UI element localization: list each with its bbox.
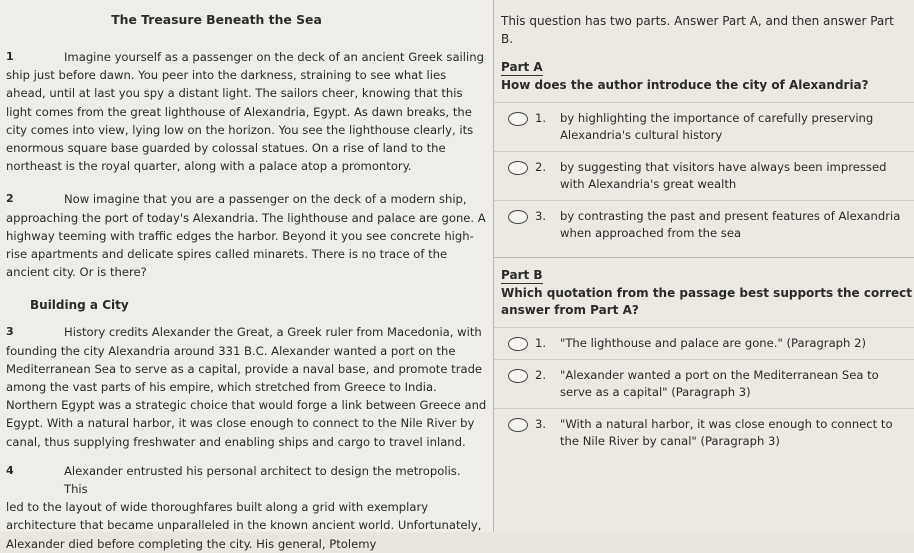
option-text: "The lighthouse and palace are gone." (Paragraph 2)	[560, 336, 866, 350]
option-number: 1.	[535, 111, 547, 125]
radio-button-icon[interactable]	[508, 418, 528, 432]
option-number: 2.	[535, 368, 547, 382]
section-heading: Building a City	[30, 298, 129, 313]
option-text: "Alexander wanted a port on the Mediterranean Sea to serve as a capital" (Paragraph 3)	[560, 368, 879, 399]
option-text: by highlighting the importance of carefully preserving Alexandria's cultural history	[560, 111, 874, 142]
paragraph-first-line: Alexander entrusted his personal architect to design the metropolis. This	[64, 463, 461, 497]
paragraph-number: 3	[6, 325, 14, 339]
part-a-option-2[interactable]	[494, 151, 914, 200]
radio-button-icon[interactable]	[508, 161, 528, 175]
paragraph-first-line: Now imagine that you are a passenger on the deck of a modern ship,	[64, 192, 467, 207]
passage-title: The Treasure Beneath the Sea	[111, 12, 322, 27]
part-b-option-1[interactable]	[494, 327, 914, 359]
paragraph-number: 1	[6, 50, 14, 63]
option-text: "With a natural harbor, it was close enough to connect to the Nile River by canal" (Paragraph 3)	[560, 417, 893, 448]
part-b-option-2[interactable]	[494, 359, 914, 408]
paragraph-first-line: Imagine yourself as a passenger on the deck of an ancient Greek sailing	[64, 50, 484, 64]
part-b-option-3[interactable]	[494, 408, 914, 457]
paragraph-text: approaching the port of today's Alexandria. The lighthouse and palace are gone. A highway teeming with traffic edges the harbor. Beyond it you see concrete high-rise apartments and delicate spires called minarets. There is no trace of the ancient city. Or is there?	[6, 210, 486, 280]
part-b-label: Part B	[501, 268, 543, 282]
paragraph-1	[6, 48, 487, 175]
part-a-prompt: How does the author introduce the city of Alexandria?	[501, 78, 869, 92]
option-text: by suggesting that visitors have always been impressed with Alexandria's great wealth	[560, 160, 887, 191]
part-b-options	[494, 327, 914, 457]
part-a-option-1[interactable]	[494, 102, 914, 151]
part-a-options	[494, 102, 914, 249]
part-a	[494, 60, 914, 94]
part-a-label: Part A	[501, 60, 543, 74]
part-a-option-3[interactable]	[494, 200, 914, 249]
radio-button-icon[interactable]	[508, 369, 528, 383]
radio-button-icon[interactable]	[508, 210, 528, 224]
paragraph-3	[6, 323, 487, 450]
paragraph-text: led to the layout of wide thoroughfares built along a grid with exemplary architecture that became unparalleled in the known ancient world. Unfortunately, Alexander died before completing the city. His general, Ptolemy	[6, 500, 482, 551]
part-b-prompt: Which quotation from the passage best supports the correct answer from Part A?	[501, 286, 913, 317]
paragraph-2	[6, 190, 487, 281]
question-panel	[494, 0, 914, 532]
paragraph-number: 4	[6, 463, 14, 477]
option-number: 3.	[535, 417, 547, 431]
paragraph-4	[6, 462, 487, 553]
paragraph-first-line: History credits Alexander the Great, a Greek ruler from Macedonia, with	[64, 325, 482, 340]
radio-button-icon[interactable]	[508, 337, 528, 351]
question-intro: This question has two parts. Answer Part A, and then answer Part B.	[501, 14, 894, 46]
option-number: 3.	[535, 209, 547, 223]
paragraph-text: ship just before dawn. You peer into the darkness, straining to see what lies ahead, until at last you spy a distant light. The sailors cheer, knowing that this light comes from the great lighthouse of Alexandria, Egypt. As dawn breaks, the city comes into view, lying low on the horizon. You see the lighthouse clearly, its enormous square base guarded by colossal statues. On a rise of land to the northeast is the royal quarter, along with a palace atop a promontory.	[6, 68, 474, 174]
section-divider	[494, 257, 914, 258]
option-number: 2.	[535, 160, 547, 174]
paragraph-number: 2	[6, 192, 14, 206]
part-b	[494, 268, 914, 319]
option-text: by contrasting the past and present features of Alexandria when approached from the sea	[560, 209, 901, 240]
paragraph-text: founding the city Alexandria around 331 B.C. Alexander wanted a port on the Mediterranean Sea to serve as a capital, provide a naval base, and promote trade among the vast parts of his empire, which stretched from Greece to India. Northern Egypt was a strategic choice that would forge a link between Greece and Egypt. With a natural harbor, it was close enough to connect to the Nile River by canal, thus supplying freshwater and enabling ships and cargo to travel inland.	[6, 343, 487, 449]
radio-button-icon[interactable]	[508, 112, 528, 126]
option-number: 1.	[535, 336, 547, 350]
